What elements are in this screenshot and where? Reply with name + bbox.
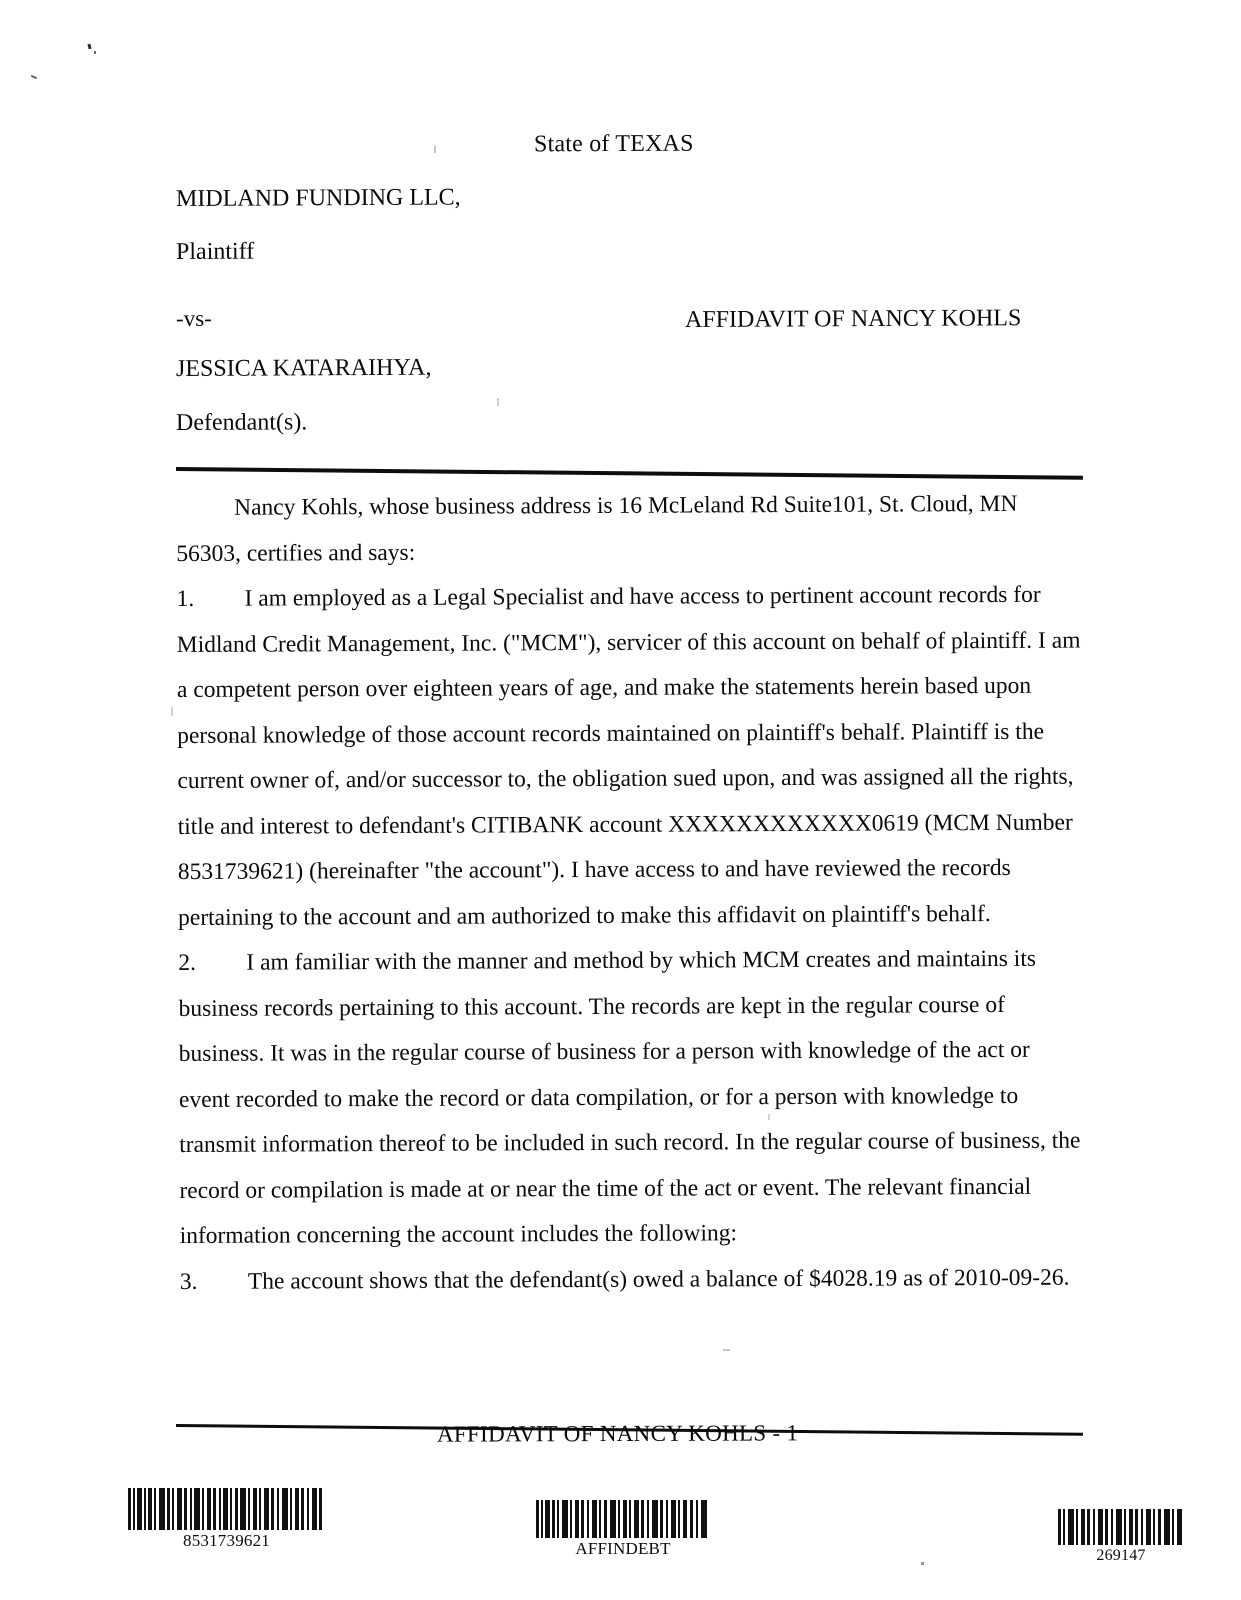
state-line-text: State of TEXAS <box>533 130 694 158</box>
paragraph-number-1: 1. <box>176 585 195 612</box>
barcode-label-account-number: 8531739621 <box>183 1531 270 1550</box>
footer-title-text: AFFIDAVIT OF NANCY KOHLS - 1 <box>436 1420 799 1447</box>
body-paragraph-2 <box>178 937 1085 1260</box>
state-line <box>0 131 1241 158</box>
body-paragraph-1 <box>176 573 1083 941</box>
barcode-document-type <box>536 1500 710 1559</box>
paragraph-text-2: I am familiar with the manner and method by which MCM creates and maintains its business records pertaining to this account. The records are kept in the regular course of business. It was in the regular course of business for a person with knowledge of the act or event recorded to make the record or data compilation, or for a person with knowledge to transmit information thereof to be included in such record. In the regular course of business, the record or compilation is made at or near the time of the act or event. The relevant financial information concerning the account includes the following: <box>178 945 1081 1249</box>
body-lead-paragraph: Nancy Kohls, whose business address is 16 McLeland Rd Suite101, St. Cloud, MN 56303, certifies and says: <box>176 490 1018 567</box>
body-paragraph-3 <box>180 1255 1085 1305</box>
affidavit-body <box>176 482 1085 1305</box>
scan-speckle <box>497 398 499 406</box>
barcode-label-document-type: AFFINDEBT <box>575 1539 671 1558</box>
versus-label: -vs- <box>175 305 212 331</box>
plaintiff-name: MIDLAND FUNDING LLC, <box>175 184 461 212</box>
footer-title <box>0 1421 1241 1447</box>
barcode-batch-number <box>1058 1509 1184 1566</box>
scan-speckle <box>921 1562 924 1565</box>
scan-speckle <box>723 1349 730 1351</box>
barcode-account-number <box>128 1488 325 1551</box>
scan-speckle <box>94 51 96 54</box>
caption-divider-rule <box>176 467 1083 480</box>
barcode-image-account-number <box>128 1488 325 1530</box>
barcode-image-document-type <box>536 1500 710 1538</box>
paragraph-number-2: 2. <box>178 949 197 976</box>
defendant-label: Defendant(s). <box>175 409 308 436</box>
scan-speckle <box>87 44 91 50</box>
scan-speckle <box>31 75 37 79</box>
barcode-label-batch-number: 269147 <box>1096 1547 1146 1564</box>
defendant-name: JESSICA KATARAIHYA, <box>175 354 432 382</box>
paragraph-text-3: The account shows that the defendant(s) owed a balance of $4028.19 as of 2010-09-26. <box>247 1264 1070 1295</box>
plaintiff-label: Plaintiff <box>175 238 255 265</box>
scan-speckle <box>171 707 173 716</box>
barcode-image-batch-number <box>1058 1509 1184 1545</box>
affidavit-title: AFFIDAVIT OF NANCY KOHLS <box>684 305 1022 333</box>
paragraph-number-3: 3. <box>179 1268 198 1295</box>
paragraph-text-1: I am employed as a Legal Specialist and have access to pertinent account records for Midland Credit Management, Inc. ("MCM"), servicer of this account on behalf of plaintiff. I am a competent person over eighteen years of age, and make the statements herein based upon personal knowledge of those account records maintained on plaintiff's behalf. Plaintiff is the current owner of, and/or successor to, the obligation sued upon, and was assigned all the rights, title and interest to defendant's CITIBANK account XXXXXXXXXXXX0619 (MCM Number 8531739621) (hereinafter "the account"). I have access to and have reviewed the records pertaining to the account and am authorized to make this affidavit on plaintiff's behalf. <box>176 581 1081 931</box>
